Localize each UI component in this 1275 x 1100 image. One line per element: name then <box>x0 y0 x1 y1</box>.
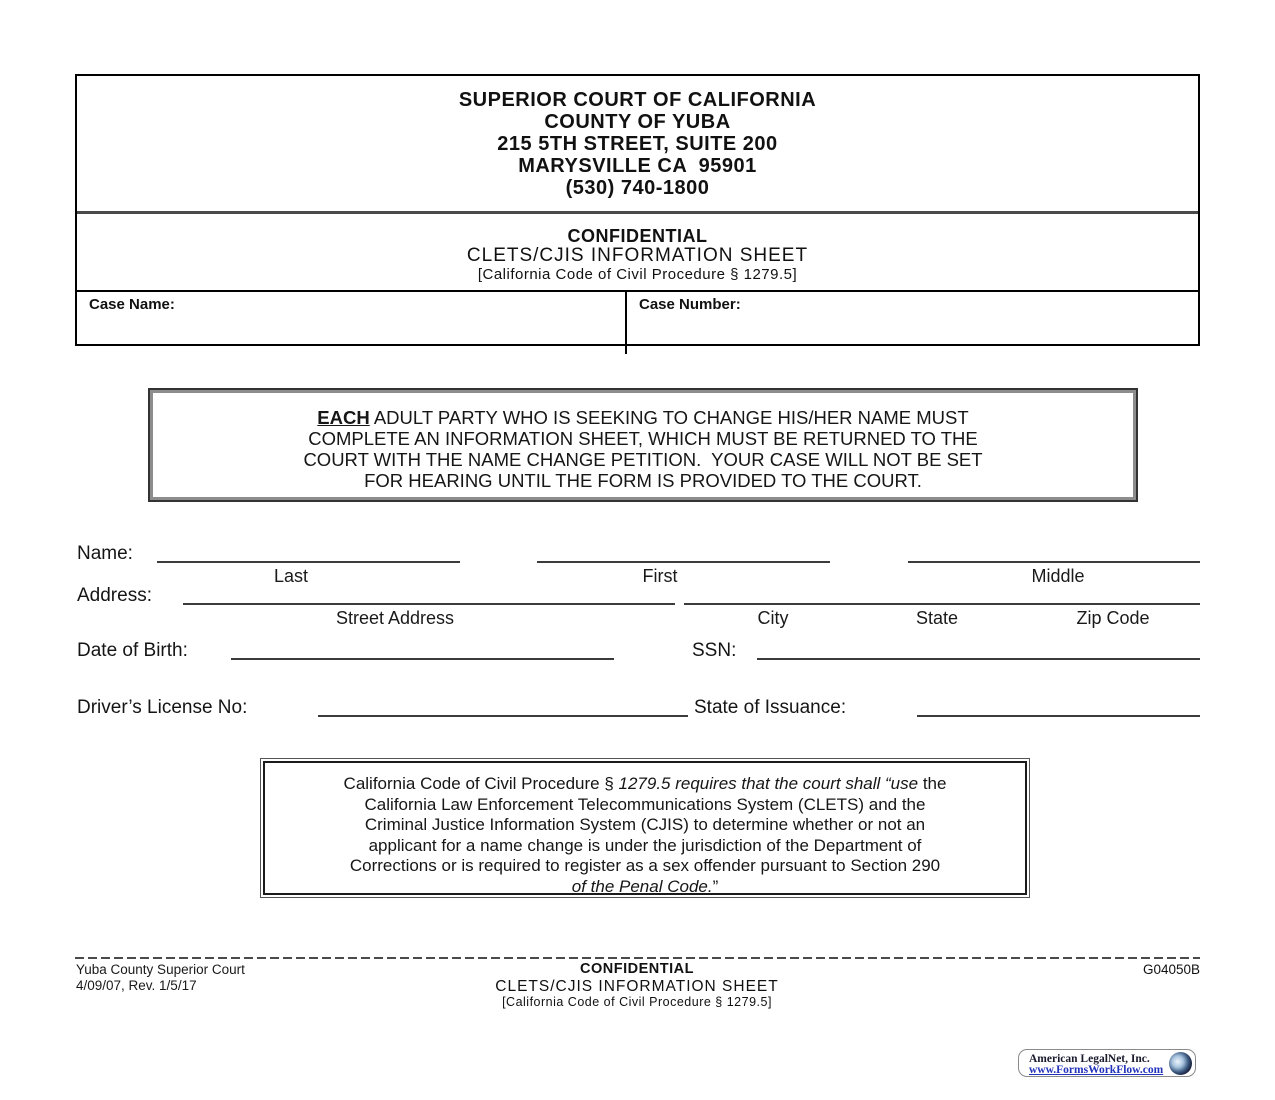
notice-box <box>148 388 1138 502</box>
confidential-title: CONFIDENTIAL <box>567 226 708 246</box>
case-name-cell[interactable] <box>77 292 627 354</box>
ccp-line-1 <box>265 774 1025 795</box>
drivers-license-field[interactable] <box>318 715 688 717</box>
notice-line-4: FOR HEARING UNTIL THE FORM IS PROVIDED TO THE COURT. <box>364 470 922 491</box>
county-line: COUNTY OF YUBA <box>544 111 731 133</box>
address-label: Address: <box>77 585 152 606</box>
drivers-license-label: Driver’s License No: <box>77 697 248 718</box>
last-sublabel: Last <box>273 566 309 586</box>
court-address-block <box>77 76 1198 211</box>
notice-line-3: COURT WITH THE NAME CHANGE PETITION. YOUR CASE WILL NOT BE SET <box>303 449 983 470</box>
court-name-line: SUPERIOR COURT OF CALIFORNIA <box>458 89 817 111</box>
ccp-line-6-italic: of the Penal Code. <box>571 876 713 896</box>
case-name-label: Case Name: <box>89 296 175 313</box>
dob-field[interactable] <box>231 658 614 660</box>
notice-line-1-rest: ADULT PARTY WHO IS SEEKING TO CHANGE HIS/HER NAME MUST <box>369 407 969 428</box>
state-of-issuance-label: State of Issuance: <box>694 697 847 718</box>
state-sublabel: State <box>915 608 959 628</box>
city-line: MARYSVILLE CA 95901 <box>518 155 757 177</box>
first-sublabel: First <box>642 566 678 586</box>
footer-sheet-title: CLETS/CJIS INFORMATION SHEET <box>495 978 779 995</box>
name-last-field[interactable] <box>157 561 460 563</box>
city-sublabel: City <box>757 608 789 628</box>
name-label: Name: <box>77 543 133 564</box>
address-street-field[interactable] <box>183 603 675 605</box>
ccp-line-1-seg1: California Code of Civil Procedure § <box>343 774 619 793</box>
logo-website-link[interactable]: www.FormsWorkFlow.com <box>1029 1064 1164 1076</box>
footer-code-reference: [California Code of Civil Procedure § 1279.5] <box>502 995 772 1009</box>
street-line: 215 5TH STREET, SUITE 200 <box>497 133 778 155</box>
notice-text <box>150 390 1136 500</box>
address-city-state-zip-field[interactable] <box>684 603 1200 605</box>
notice-emphasis: EACH <box>317 407 370 428</box>
zip-code-sublabel: Zip Code <box>1076 608 1150 628</box>
footer-revision: 4/09/07, Rev. 1/5/17 <box>76 977 197 993</box>
ccp-line-4: applicant for a name change is under the jurisdiction of the Department of <box>368 835 922 855</box>
notice-line-1 <box>153 407 1133 428</box>
american-legalnet-logo <box>1018 1049 1196 1077</box>
logo-company-name: American LegalNet, Inc. <box>1029 1053 1150 1065</box>
sheet-title: CLETS/CJIS INFORMATION SHEET <box>466 245 809 266</box>
footer-form-code: G04050B <box>1142 962 1200 977</box>
street-address-sublabel: Street Address <box>335 608 455 628</box>
footer-center-block <box>337 961 937 1010</box>
notice-line-2: COMPLETE AN INFORMATION SHEET, WHICH MUST BE RETURNED TO THE <box>308 428 978 449</box>
ssn-label: SSN: <box>692 640 737 661</box>
middle-sublabel: Middle <box>1031 566 1085 586</box>
ccp-quote-text <box>263 761 1027 895</box>
globe-icon <box>1169 1052 1192 1075</box>
footer-confidential: CONFIDENTIAL <box>580 961 694 977</box>
footer-left-block <box>76 962 245 993</box>
ccp-line-6-end: ” <box>712 876 719 896</box>
dob-label: Date of Birth: <box>77 640 188 661</box>
footer-divider-line <box>75 957 1200 959</box>
name-middle-field[interactable] <box>908 561 1200 563</box>
ccp-quote-box <box>260 758 1030 898</box>
case-number-cell[interactable] <box>627 292 1198 354</box>
court-header-box <box>75 74 1200 346</box>
ssn-field[interactable] <box>757 658 1200 660</box>
ccp-line-1-seg3: the <box>918 774 947 793</box>
state-of-issuance-field[interactable] <box>917 715 1200 717</box>
code-reference: [California Code of Civil Procedure § 1279.5] <box>477 266 798 283</box>
ccp-line-3: Criminal Justice Information System (CJIS) to determine whether or not an <box>364 815 926 834</box>
case-info-row <box>77 290 1198 354</box>
footer-org: Yuba County Superior Court <box>76 962 245 977</box>
ccp-line-6 <box>265 877 1025 898</box>
ccp-line-2: California Law Enforcement Telecommunications System (CLETS) and the <box>364 794 926 814</box>
case-number-label: Case Number: <box>639 296 741 313</box>
phone-line: (530) 740-1800 <box>565 177 710 199</box>
form-title-block <box>77 211 1198 290</box>
ccp-line-5: Corrections or is required to register as a sex offender pursuant to Section 290 <box>349 856 941 875</box>
ccp-line-1-seg2: 1279.5 requires that the court shall “use <box>618 774 919 793</box>
name-first-field[interactable] <box>537 561 830 563</box>
